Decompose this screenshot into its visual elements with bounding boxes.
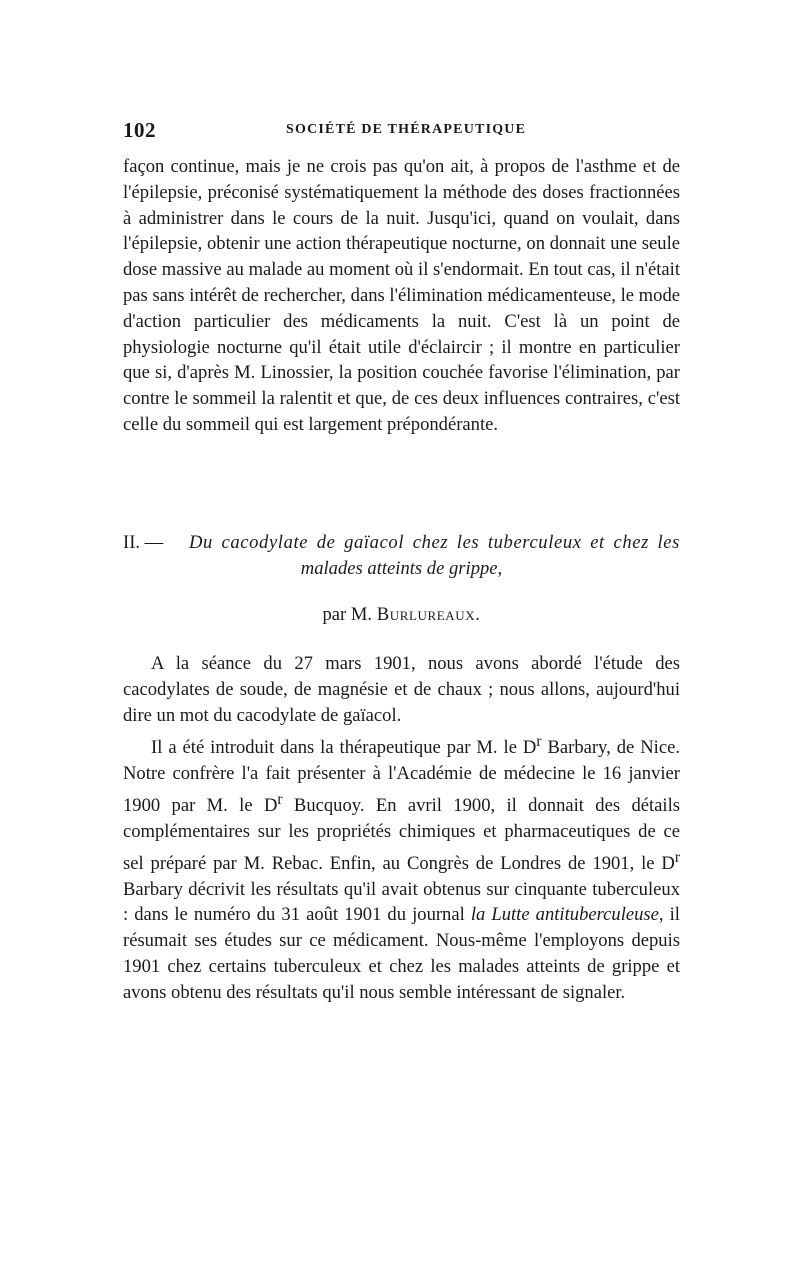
journal-title: SOCIÉTÉ DE THÉRAPEUTIQUE: [286, 122, 527, 137]
running-head: [123, 118, 680, 142]
continuation-paragraph: façon continue, mais je ne crois pas qu'on ait, à propos de l'asthme et de l'épilepsie, préconisé systématiquement la méthode des doses fractionnées à administrer dans le cours de la nuit. Jusqu'ici, quand on voulait, dans l'épilepsie, obtenir une action thérapeutique nocturne, on donnait une seule dose massive au malade au moment où il s'endormait. En tout cas, il n'était pas sans intérêt de rechercher, dans l'élimination médicamenteuse, le mode d'action particulier des médicaments la nuit. C'est là un point de physiologie nocturne qu'il était utile d'éclaircir ; il montre en particulier que si, d'après M. Linossier, la position couchée favorise l'élimination, par contre le sommeil la ralentit et que, de ces deux influences contraires, c'est celle du sommeil qui est largement prépondérante.: [123, 156, 680, 435]
section-title-line-1: Du cacodylate de gaïacol chez les tuberculeux et chez les: [189, 532, 680, 553]
section-heading-line-1: [123, 530, 680, 556]
section-number: II. —: [123, 532, 164, 553]
para-2-part-d: Barbary décrivit les résultats qu'il avait obtenus sur cinquante tuberculeux : dans le numéro du 31 août 1901 du journal: [123, 878, 680, 926]
session-date: 27 mars 1901: [294, 653, 411, 674]
para-2-part-c: Bucquoy. En avril 1900, il donnait des détails complémentaires sur les propriétés chimiques et pharmaceutiques de ce sel préparé par M. Rebac. Enfin, au Congrès de Londres de 1901, le D: [123, 794, 680, 874]
doctor-superscript: r: [277, 790, 283, 808]
body-paragraph-1: [123, 651, 680, 728]
doctor-superscript: r: [536, 733, 542, 750]
para-1-start: A la séance du: [151, 653, 295, 674]
page-number: 102: [123, 118, 156, 142]
para-2-part-e: , il résumait ses études sur ce médicament. Nous-même l'employons depuis 1901 chez certains tuberculeux et chez les malades atteints de grippe et avons obtenu des résultats qu'il nous semble intéressant de signaler.: [123, 904, 680, 1003]
section-heading: [123, 530, 680, 582]
para-2-part-a: Il a été introduit dans la thérapeutique par M. le D: [151, 737, 537, 759]
journal-name: la Lutte antituberculeuse: [470, 904, 659, 926]
para-2-part-b: Barbary, de Nice. Notre confrère l'a fait présenter à l'Académie de médecine le 16 janvier 1900 par M. le D: [123, 737, 681, 816]
section-title-line-2: malades atteints de grippe,: [300, 558, 503, 579]
byline: [123, 602, 680, 628]
doctor-superscript: r: [674, 848, 680, 866]
byline-prefix: par M.: [322, 604, 373, 625]
para-1-rest: , nous avons abordé l'étude des cacodylates de soude, de magnésie et de chaux ; nous allons, aujourd'hui dire un mot du cacodylate de gaïacol.: [123, 653, 680, 726]
author-name: Burlureaux.: [376, 604, 481, 625]
body-paragraph-2: [123, 729, 680, 1006]
